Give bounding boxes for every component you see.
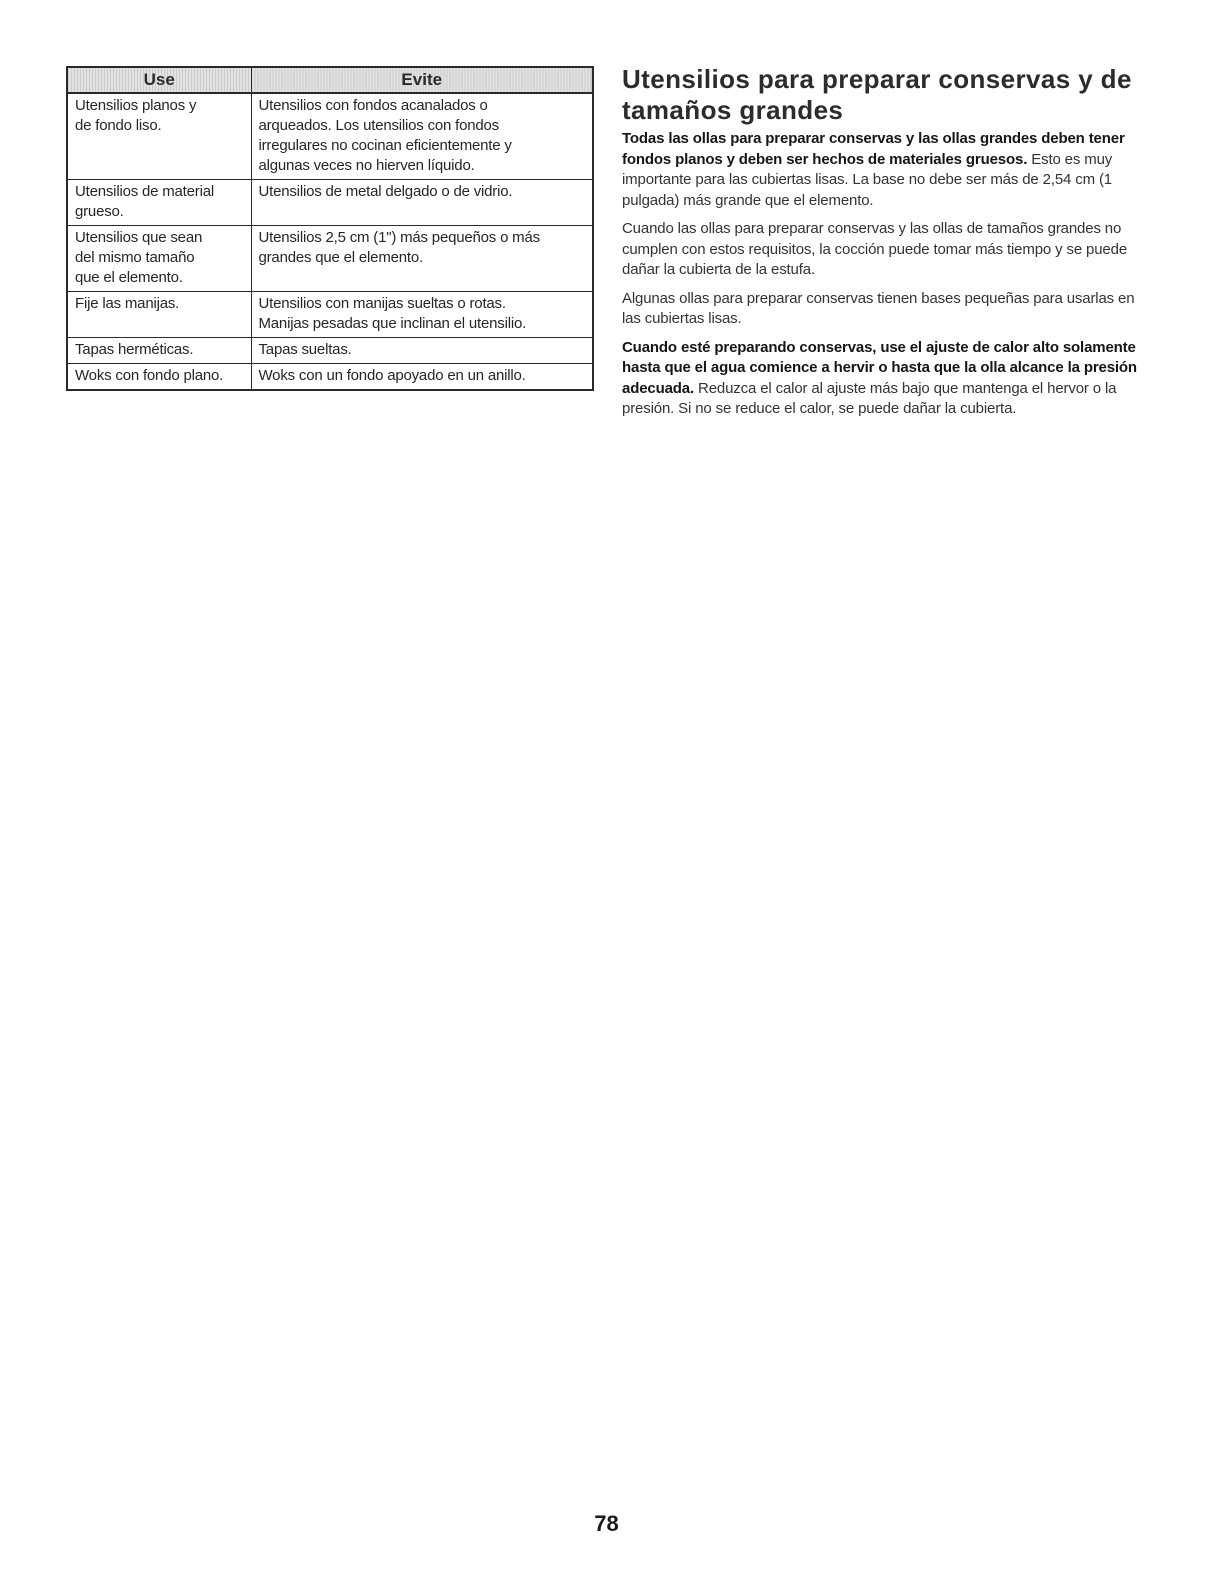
paragraph-requirements-text: Esto es muy importante para las cubiertas lisas. La base no debe ser más de 2,54 cm (1 pulgada) más grande que el elemento. [622,150,1113,209]
use-cell-text: Utensilios de material grueso. [75,183,214,220]
use-cell-text: Utensilios que sean del mismo tamaño que el elemento. [75,229,203,286]
table-row [67,180,593,226]
use-cell [67,292,251,338]
paragraph-small-bases-text: Algunas ollas para preparar conservas tienen bases pequeñas para usarlas en las cubiertas lisas. [622,289,1135,327]
cookware-table [66,66,594,391]
use-cell [67,338,251,364]
avoid-cell-text: Tapas sueltas. [258,341,352,358]
use-cell [67,93,251,180]
section-title: Utensilios para preparar conservas y de tamaños grandes [622,64,1132,125]
use-cell-text: Utensilios planos y de fondo liso. [75,97,197,134]
table-row [67,93,593,180]
avoid-cell [251,226,593,292]
table-row [67,338,593,364]
paragraph-heat-setting [622,338,1152,420]
use-column-header: Use [67,67,251,93]
table-row [67,292,593,338]
avoid-cell-text: Utensilios de metal delgado o de vidrio. [258,183,513,200]
avoid-cell [251,180,593,226]
paragraph-consequences-text: Cuando las ollas para preparar conservas y las ollas de tamaños grandes no cumplen con estos requisitos, la cocción puede tomar más tiempo y se puede dañar la cubierta de la estufa. [622,220,1128,278]
table-row [67,364,593,391]
avoid-cell-text: Utensilios 2,5 cm (1") más pequeños o más grandes que el elemento. [258,229,540,266]
table-header-row [67,67,593,93]
use-cell-text: Woks con fondo plano. [75,367,224,384]
table-row [67,226,593,292]
paragraph-consequences [622,219,1152,281]
avoid-cell-text: Utensilios con fondos acanalados o arqueados. Los utensilios con fondos irregulares no cocinan eficientemente y algunas veces no hierven líquido. [258,97,512,174]
avoid-cell-text: Utensilios con manijas sueltas o rotas. Manijas pesadas que inclinan el utensilio. [258,295,527,332]
avoid-cell-text: Woks con un fondo apoyado en un anillo. [258,367,526,384]
use-cell [67,180,251,226]
page-number: 78 [594,1511,619,1536]
avoid-column-header: Evite [251,67,593,93]
use-cell [67,364,251,391]
avoid-cell [251,338,593,364]
paragraph-heat-setting-bold: Cuando esté preparando conservas, use el ajuste de calor alto solamente hasta que el agua comience a hervir o hasta que la olla alcance la presión adecuada. [622,338,1137,397]
paragraph-requirements [622,129,1152,211]
paragraph-requirements-bold: Todas las ollas para preparar conservas y las ollas grandes deben tener fondos planos y deben ser hechos de materiales gruesos. [622,130,1125,168]
use-cell [67,226,251,292]
paragraph-heat-setting-text: Reduzca el calor al ajuste más bajo que mantenga el hervor o la presión. Si no se reduce el calor, se puede dañar la cubierta. [622,379,1117,417]
paragraph-small-bases [622,289,1152,330]
avoid-cell [251,93,593,180]
use-cell-text: Fije las manijas. [75,295,180,312]
use-cell-text: Tapas herméticas. [75,341,194,358]
avoid-cell [251,364,593,391]
article-section [622,64,1152,428]
avoid-cell [251,292,593,338]
